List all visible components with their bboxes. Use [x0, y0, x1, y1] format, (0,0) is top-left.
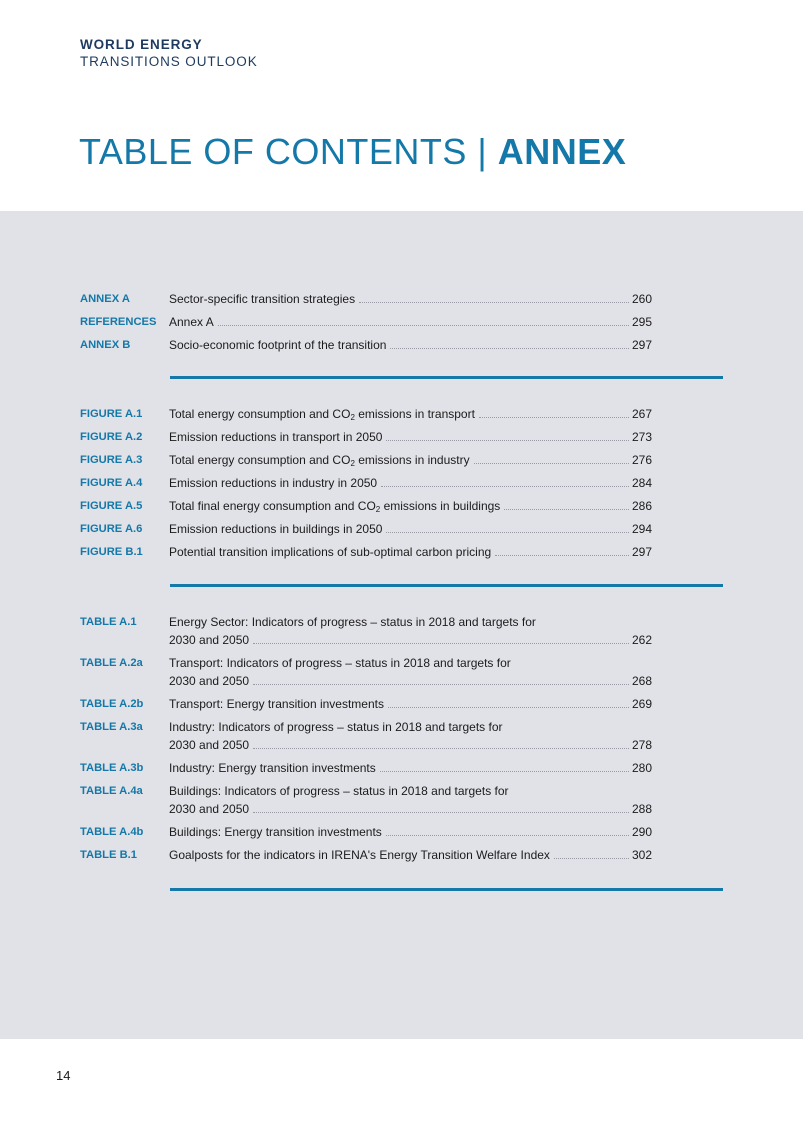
- entry-title: 2030 and 2050: [169, 802, 250, 816]
- entry-code: ANNEX A: [80, 293, 130, 305]
- entry-title: Emission reductions in industry in 2050: [169, 476, 378, 490]
- toc-entry-figure-a2[interactable]: [80, 428, 652, 446]
- entry-code: FIGURE A.3: [80, 454, 143, 466]
- dot-leader: [380, 771, 629, 772]
- entry-title-line1: Buildings: Indicators of progress – status in 2018 and targets for: [169, 784, 509, 798]
- entry-page: 267: [631, 407, 652, 421]
- dot-leader: [479, 417, 629, 418]
- entry-page: 297: [631, 545, 652, 559]
- entry-title: Goalposts for the indicators in IRENA's Energy Transition Welfare Index: [169, 848, 550, 862]
- dot-leader: [554, 858, 629, 859]
- dot-leader: [388, 707, 629, 708]
- entry-page: 297: [631, 338, 652, 352]
- entry-page: 284: [631, 476, 652, 490]
- entry-code: FIGURE A.4: [80, 477, 143, 489]
- section-divider: [170, 888, 723, 891]
- entry-page: 260: [631, 292, 652, 306]
- entry-code: TABLE A.3a: [80, 721, 143, 733]
- toc-entry-table-a3a[interactable]: [80, 718, 652, 754]
- annex-list: [80, 290, 652, 359]
- entry-page: 268: [631, 674, 652, 688]
- toc-entry-table-a1[interactable]: [80, 613, 652, 649]
- entry-title: Emission reductions in transport in 2050: [169, 430, 383, 444]
- entry-page: 278: [631, 738, 652, 752]
- toc-entry-figure-b1[interactable]: [80, 543, 652, 561]
- dot-leader: [474, 463, 629, 464]
- toc-entry-table-a4a[interactable]: [80, 782, 652, 818]
- entry-code: TABLE A.2b: [80, 698, 144, 710]
- toc-entry-references[interactable]: [80, 313, 652, 331]
- entry-code: FIGURE B.1: [80, 546, 143, 558]
- toc-entry-figure-a1[interactable]: [80, 405, 652, 423]
- entry-code: ANNEX B: [80, 339, 131, 351]
- entry-code: TABLE A.4a: [80, 785, 143, 797]
- toc-entry-figure-a5[interactable]: [80, 497, 652, 515]
- entry-code: FIGURE A.2: [80, 431, 143, 443]
- entry-code: TABLE A.1: [80, 616, 137, 628]
- entry-page: 288: [631, 802, 652, 816]
- entry-title: Industry: Energy transition investments: [169, 761, 376, 775]
- toc-entry-table-b1[interactable]: [80, 846, 652, 864]
- report-brand: [80, 36, 258, 70]
- entry-title: Sector-specific transition strategies: [169, 292, 356, 306]
- section-divider: [170, 584, 723, 587]
- dot-leader: [386, 835, 629, 836]
- dot-leader: [253, 643, 629, 644]
- dot-leader: [386, 440, 629, 441]
- entry-code: TABLE A.2a: [80, 657, 143, 669]
- entry-title: Total energy consumption and $CO_2$ emissions in industry: [169, 453, 470, 468]
- entry-code: FIGURE A.5: [80, 500, 143, 512]
- table-list: [80, 613, 652, 869]
- dot-leader: [390, 348, 629, 349]
- entry-title: Potential transition implications of sub-optimal carbon pricing: [169, 545, 492, 559]
- entry-page: 295: [631, 315, 652, 329]
- entry-page: 294: [631, 522, 652, 536]
- dot-leader: [253, 748, 629, 749]
- entry-title: Annex A: [169, 315, 214, 329]
- entry-title: Total final energy consumption and $CO_2$ emissions in buildings: [169, 499, 501, 514]
- entry-code: TABLE B.1: [80, 849, 137, 861]
- figure-list: [80, 405, 652, 566]
- dot-leader: [253, 812, 629, 813]
- toc-entry-figure-a4[interactable]: [80, 474, 652, 492]
- dot-leader: [359, 302, 629, 303]
- entry-title: Emission reductions in buildings in 2050: [169, 522, 383, 536]
- brand-line-1: WORLD ENERGY: [80, 37, 203, 52]
- entry-page: 290: [631, 825, 652, 839]
- entry-code: FIGURE A.6: [80, 523, 143, 535]
- entry-page: 286: [631, 499, 652, 513]
- entry-page: 302: [631, 848, 652, 862]
- dot-leader: [218, 325, 629, 326]
- brand-line-2: TRANSITIONS OUTLOOK: [80, 54, 258, 69]
- entry-title: Total energy consumption and $CO_2$ emissions in transport: [169, 407, 475, 422]
- toc-entry-annex-a[interactable]: [80, 290, 652, 308]
- title-bold: ANNEX: [497, 131, 627, 172]
- entry-page: 273: [631, 430, 652, 444]
- page-number: 14: [56, 1068, 71, 1083]
- entry-title: Buildings: Energy transition investments: [169, 825, 382, 839]
- entry-title: 2030 and 2050: [169, 633, 250, 647]
- entry-title: Socio-economic footprint of the transition: [169, 338, 387, 352]
- entry-title-line1: Transport: Indicators of progress – status in 2018 and targets for: [169, 656, 511, 670]
- dot-leader: [495, 555, 629, 556]
- dot-leader: [386, 532, 629, 533]
- entry-code: TABLE A.4b: [80, 826, 144, 838]
- entry-code: FIGURE A.1: [80, 408, 143, 420]
- toc-entry-figure-a6[interactable]: [80, 520, 652, 538]
- toc-entry-figure-a3[interactable]: [80, 451, 652, 469]
- entry-code: TABLE A.3b: [80, 762, 144, 774]
- dot-leader: [504, 509, 629, 510]
- entry-title: 2030 and 2050: [169, 674, 250, 688]
- entry-page: 262: [631, 633, 652, 647]
- page-title: [79, 131, 626, 173]
- title-light: TABLE OF CONTENTS |: [79, 131, 498, 172]
- toc-entry-table-a3b[interactable]: [80, 759, 652, 777]
- entry-page: 269: [631, 697, 652, 711]
- dot-leader: [381, 486, 629, 487]
- entry-title: 2030 and 2050: [169, 738, 250, 752]
- entry-title-line1: Industry: Indicators of progress – status in 2018 and targets for: [169, 720, 503, 734]
- entry-page: 276: [631, 453, 652, 467]
- toc-entry-table-a2a[interactable]: [80, 654, 652, 690]
- dot-leader: [253, 684, 629, 685]
- toc-entry-annex-b[interactable]: [80, 336, 652, 354]
- toc-entry-table-a4b[interactable]: [80, 823, 652, 841]
- toc-entry-table-a2b[interactable]: [80, 695, 652, 713]
- entry-title-line1: Energy Sector: Indicators of progress – status in 2018 and targets for: [169, 615, 536, 629]
- section-divider: [170, 376, 723, 379]
- entry-code: REFERENCES: [80, 316, 157, 328]
- entry-page: 280: [631, 761, 652, 775]
- entry-title: Transport: Energy transition investments: [169, 697, 384, 711]
